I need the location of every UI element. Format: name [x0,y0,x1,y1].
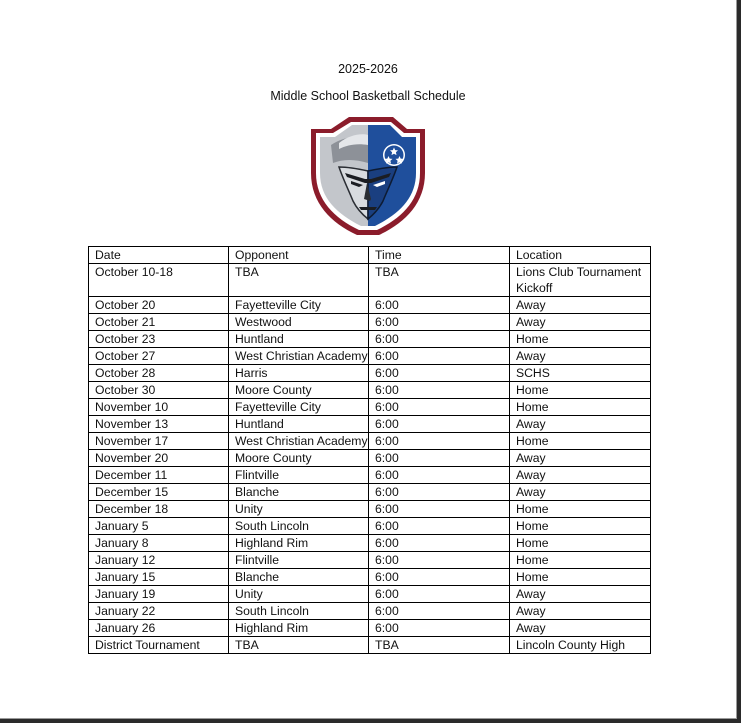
cell-date: January 22 [89,603,229,620]
cell-time: 6:00 [369,518,510,535]
table-row [89,382,651,399]
header-location: Location [510,247,651,264]
cell-date: October 27 [89,348,229,365]
cell-location: Away [510,314,651,331]
cell-location: Home [510,501,651,518]
table-row [89,450,651,467]
cell-location: Home [510,569,651,586]
cell-opponent: Fayetteville City [229,297,369,314]
schedule-title: Middle School Basketball Schedule [270,89,466,103]
cell-date: January 26 [89,620,229,637]
cell-date: January 15 [89,569,229,586]
cell-location: Away [510,484,651,501]
table-header-row [89,247,651,264]
cell-opponent: Moore County [229,450,369,467]
cell-date: January 5 [89,518,229,535]
cell-location: Home [510,433,651,450]
cell-time: TBA [369,264,510,297]
table-row [89,399,651,416]
cell-time: 6:00 [369,450,510,467]
table-row [89,603,651,620]
cell-location: Home [510,552,651,569]
cell-time: 6:00 [369,433,510,450]
schedule-table-body [89,264,651,654]
cell-opponent: South Lincoln [229,603,369,620]
cell-date: District Tournament [89,637,229,654]
cell-date: October 30 [89,382,229,399]
cell-time: 6:00 [369,501,510,518]
cell-location: Lions Club Tournament Kickoff [510,264,651,297]
cell-date: October 20 [89,297,229,314]
cell-date: November 17 [89,433,229,450]
cell-location: Away [510,348,651,365]
cell-opponent: Unity [229,586,369,603]
cell-location: Away [510,467,651,484]
cell-time: 6:00 [369,603,510,620]
cell-location: Away [510,450,651,467]
table-row [89,331,651,348]
header-time: Time [369,247,510,264]
cell-opponent: Highland Rim [229,535,369,552]
cell-date: January 19 [89,586,229,603]
cell-opponent: West Christian Academy [229,348,369,365]
cell-time: 6:00 [369,297,510,314]
cell-date: October 10-18 [89,264,229,297]
cell-location: SCHS [510,365,651,382]
cell-opponent: Blanche [229,569,369,586]
cell-opponent: Westwood [229,314,369,331]
table-row [89,297,651,314]
table-row [89,637,651,654]
cell-time: 6:00 [369,620,510,637]
table-row [89,314,651,331]
table-row [89,348,651,365]
cell-date: December 15 [89,484,229,501]
cell-date: October 23 [89,331,229,348]
table-row [89,467,651,484]
cell-opponent: TBA [229,264,369,297]
cell-time: 6:00 [369,314,510,331]
table-row [89,501,651,518]
cell-location: Home [510,331,651,348]
table-row [89,620,651,637]
cell-time: 6:00 [369,399,510,416]
table-row [89,586,651,603]
table-row [89,264,651,297]
cell-opponent: South Lincoln [229,518,369,535]
table-row [89,552,651,569]
cell-opponent: Blanche [229,484,369,501]
cell-time: 6:00 [369,484,510,501]
cell-location: Away [510,416,651,433]
table-row [89,365,651,382]
cell-time: 6:00 [369,416,510,433]
cell-date: November 20 [89,450,229,467]
table-row [89,518,651,535]
schedule-table [88,246,651,654]
cell-date: October 28 [89,365,229,382]
cell-time: 6:00 [369,365,510,382]
cell-opponent: Highland Rim [229,620,369,637]
cell-location: Away [510,603,651,620]
cell-opponent: Flintville [229,467,369,484]
cell-opponent: Moore County [229,382,369,399]
cell-time: 6:00 [369,331,510,348]
cell-date: December 11 [89,467,229,484]
cell-time: 6:00 [369,569,510,586]
table-row [89,416,651,433]
cell-time: 6:00 [369,348,510,365]
cell-location: Away [510,586,651,603]
cell-time: 6:00 [369,467,510,484]
cell-opponent: Flintville [229,552,369,569]
cell-date: January 12 [89,552,229,569]
cell-date: January 8 [89,535,229,552]
table-row [89,433,651,450]
cell-time: 6:00 [369,552,510,569]
cell-location: Home [510,382,651,399]
cell-location: Home [510,535,651,552]
table-row [89,535,651,552]
cell-opponent: Harris [229,365,369,382]
cell-time: 6:00 [369,382,510,399]
cell-date: December 18 [89,501,229,518]
cell-date: November 13 [89,416,229,433]
cell-time: 6:00 [369,586,510,603]
cell-location: Home [510,399,651,416]
cell-opponent: TBA [229,637,369,654]
cell-opponent: West Christian Academy [229,433,369,450]
table-row [89,484,651,501]
cell-time: 6:00 [369,535,510,552]
cell-location: Away [510,297,651,314]
cell-location: Home [510,518,651,535]
table-row [89,569,651,586]
cell-date: November 10 [89,399,229,416]
cell-location: Lincoln County High [510,637,651,654]
cell-opponent: Huntland [229,416,369,433]
cell-opponent: Unity [229,501,369,518]
header-date: Date [89,247,229,264]
cell-opponent: Fayetteville City [229,399,369,416]
cell-time: TBA [369,637,510,654]
header-opponent: Opponent [229,247,369,264]
cell-location: Away [510,620,651,637]
cell-date: October 21 [89,314,229,331]
schedule-year: 2025-2026 [338,62,398,76]
cell-opponent: Huntland [229,331,369,348]
patriot-mascot-logo-icon [309,115,427,237]
